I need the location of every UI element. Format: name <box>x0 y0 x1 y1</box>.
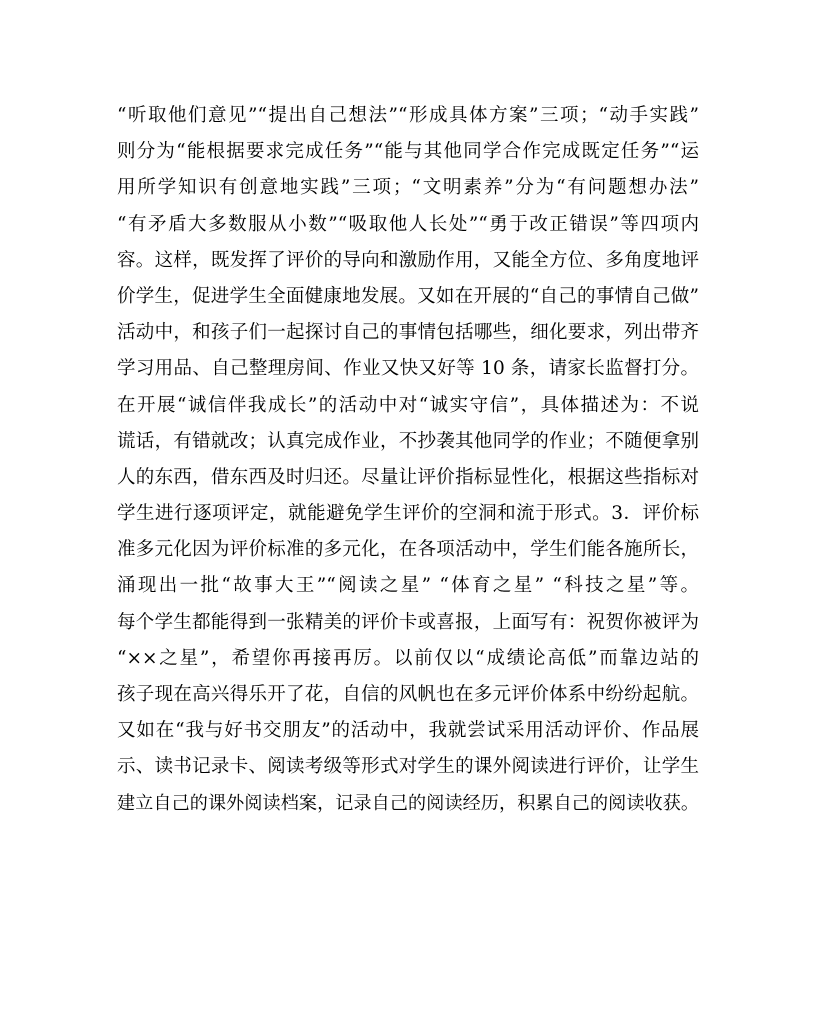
text-line-18: 又如在“我与好书交朋友”的活动中，我就尝试采用活动评价、作品展 <box>117 720 699 742</box>
text-line-10: 谎话，有错就改；认真完成作业，不抄袭其他同学的作业；不随便拿别 <box>117 430 699 452</box>
text-line-7: 活动中，和孩子们一起探讨自己的事情包括哪些，细化要求，列出带齐 <box>117 322 699 344</box>
text-line-19: 示、读书记录卡、阅读考级等形式对学生的课外阅读进行评价，让学生 <box>117 756 699 778</box>
body-text <box>117 98 699 822</box>
text-line-4: “有矛盾大多数服从小数”“吸取他人长处”“勇于改正错误”等四项内 <box>117 213 699 235</box>
text-line-3: 用所学知识有创意地实践”三项；“文明素养”分为“有问题想办法” <box>117 177 699 199</box>
text-line-8: 学习用品、自己整理房间、作业又快又好等 10 条，请家长监督打分。 <box>117 358 699 380</box>
text-line-5: 容。这样，既发挥了评价的导向和激励作用，又能全方位、多角度地评 <box>117 249 699 271</box>
text-line-6: 价学生，促进学生全面健康地发展。又如在开展的“自己的事情自己做” <box>117 285 699 307</box>
text-line-13: 准多元化因为评价标准的多元化，在各项活动中，学生们能各施所长， <box>117 539 699 561</box>
text-line-16: “××之星”，希望你再接再厉。以前仅以“成绩论高低”而靠边站的 <box>117 647 699 669</box>
text-line-2: 则分为“能根据要求完成任务”“能与其他同学合作完成既定任务”“运 <box>117 141 699 163</box>
text-line-9: 在开展“诚信伴我成长”的活动中对“诚实守信”，具体描述为：不说 <box>117 394 699 416</box>
text-line-11: 人的东西，借东西及时归还。尽量让评价指标显性化，根据这些指标对 <box>117 466 699 488</box>
text-line-15: 每个学生都能得到一张精美的评价卡或喜报，上面写有：祝贺你被评为 <box>117 611 699 633</box>
text-line-12: 学生进行逐项评定，就能避免学生评价的空洞和流于形式。3．评价标 <box>117 503 699 525</box>
text-line-17: 孩子现在高兴得乐开了花，自信的风帆也在多元评价体系中纷纷起航。 <box>117 684 699 705</box>
text-line-14: 涌现出一批“故事大王”“阅读之星” “体育之星” “科技之星”等。 <box>117 575 699 597</box>
text-line-20: 建立自己的课外阅读档案，记录自己的阅读经历，积累自己的阅读收获。 <box>117 792 699 814</box>
text-line-1: “听取他们意见”“提出自己想法”“形成具体方案”三项；“动手实践” <box>117 105 699 126</box>
